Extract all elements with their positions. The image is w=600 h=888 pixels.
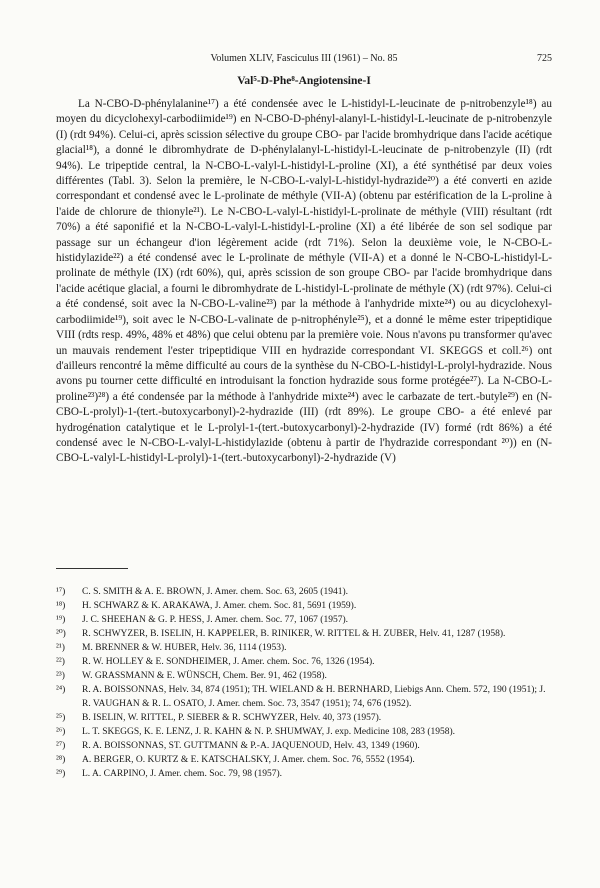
footnote-list xyxy=(56,585,552,781)
running-head: Volumen XLIV, Fasciculus III (1961) – No. 85 xyxy=(210,53,398,64)
footnote-number: ¹⁷) xyxy=(56,587,66,597)
footnote-number: ²⁶) xyxy=(56,727,66,737)
footnote-text: W. GRASSMANN & E. WÜNSCH, Chem. Ber. 91, 462 (1958). xyxy=(82,671,327,681)
footnote-number: ²⁹) xyxy=(56,769,66,779)
page-number: 725 xyxy=(537,53,552,64)
footnote-text: H. SCHWARZ & K. ARAKAWA, J. Amer. chem. Soc. 81, 5691 (1959). xyxy=(82,601,357,611)
body-paragraph: La N-CBO-D-phénylalanine¹⁷) a été condensée avec le L-histidyl-L-leucinate de p-nitrobenzyle¹⁸) au moyen du dicyclohexyl-carbodiimide¹⁹) en N-CBO-D-phényl-alanyl-L-histidyl-L-leucinate de p-nitrobenzyle (I) (rdt 94%). Celui-ci, après scission sélective du groupe CBO- par l'acide bromhydrique dans l'acide acétique glacial¹⁸), a donné le dibromhydrate de D-phénylalanyl-L-histidyl-L-leucinate de p-nitrobenzyle (II) (rdt 94%). Le tripeptide central, la N-CBO-L-valyl-L-histidyl-L-proline (XI), a été synthétisé par deux voies différentes (Tabl. 3). Selon la première, le N-CBO-L-valyl-L-histidyl-hydrazide²⁰) a été converti en azide correspondant et condensé avec le L-prolinate de méthyle (VII-A) (obtenu par estérification de la L-proline à l'aide de chlorure de thionyle²¹). Le N-CBO-L-valyl-L-histidyl-L-prolinate de méthyle (VIII) résultant (rdt 70%) a été saponifié et la N-CBO-L-valyl-L-histidyl-L-proline (XI) a été libérée de son sel sodique par passage sur un échangeur d'ion légèrement acide (rdt 71%). Selon la deuxième voie, le N-CBO-L-histidylazide²²) a été condensé avec le L-prolinate de méthyle (VII-A) et a donné le N-CBO-L-histidyl-L-prolinate de méthyle (IX) (rdt 60%), qui, après scission de son groupe CBO- par l'acide bromhydrique dans l'acide acétique glacial, a fourni le dibromhydrate de L-histidyl-L-prolinate de méthyle (X) (rdt 97%). Celui-ci a été condensé, soit avec la N-CBO-L-valine²³) par la méthode à l'anhydride mixte²⁴) ou au dicyclohexyl-carbodiimide¹⁹), soit avec le N-CBO-L-valinate de p-nitrophényle²⁵), et a donné le même ester tripeptidique VIII (rdts resp. 49%, 48% et 48%) que celui obtenu par la première voie. Nous n'avons pu transformer qu'avec un mauvais rendement l'ester tripeptidique VIII en hydrazide correspondant VI. SKEGGS et coll.²⁶) ont d'ailleurs rencontré la même difficulté au cours de la synthèse du N-CBO-L-histidyl-L-prolyl-hydrazide. Nous avons pu tourner cette difficulté en introduisant la fonction hydrazide sous forme protégée²⁷). La N-CBO-L-proline²³)²⁸) a été condensée par la méthode à l'anhydride mixte²⁴) avec le carbazate de tert.-butyle²⁹) en (N-CBO-L-prolyl)-1-(tert.-butoxycarbonyl)-2-hydrazide (III) (rdt 89%). Le groupe CBO- a été enlevé par hydrogénation catalytique et le L-prolyl-1-(tert.-butoxycarbonyl)-2-hydrazide (IV) formé (rdt 86%) a été condensé avec le N-CBO-L-valyl-L-histidylazide (obtenu à partir de l'hydrazide correspondant ²⁰)) en (N-CBO-L-valyl-L-histidyl-L-prolyl)-1-(tert.-butoxycarbonyl)-2-hydrazide (V) xyxy=(56,98,552,465)
footnote-text: J. C. SHEEHAN & G. P. HESS, J. Amer. chem. Soc. 77, 1067 (1957). xyxy=(82,615,349,625)
footnote-text: C. S. SMITH & A. E. BROWN, J. Amer. chem. Soc. 63, 2605 (1941). xyxy=(82,587,348,597)
footnote-number: ²²) xyxy=(56,657,65,667)
footnote-item xyxy=(56,613,552,627)
footnote-item xyxy=(56,627,552,641)
footnote-text: R. A. BOISSONNAS, ST. GUTTMANN & P.-A. JAQUENOUD, Helv. 43, 1349 (1960). xyxy=(82,741,420,751)
footnote-number: ¹⁸) xyxy=(56,601,66,611)
footnote-number: ²⁰) xyxy=(56,629,66,639)
footnote-item xyxy=(56,641,552,655)
footnote-text: A. BERGER, O. KURTZ & E. KATSCHALSKY, J. Amer. chem. Soc. 76, 5552 (1954). xyxy=(82,755,415,765)
footnote-item xyxy=(56,599,552,613)
footnote-item xyxy=(56,683,552,711)
footnote-rule xyxy=(56,568,128,569)
footnote-item xyxy=(56,739,552,753)
footnote-text: B. ISELIN, W. RITTEL, P. SIEBER & R. SCHWYZER, Helv. 40, 373 (1957). xyxy=(82,713,382,723)
section-title: Val⁵-D-Phe⁸-Angiotensine-I xyxy=(237,75,371,87)
footnote-number: ²⁴) xyxy=(56,685,66,695)
footnote-text: L. A. CARPINO, J. Amer. chem. Soc. 79, 98 (1957). xyxy=(82,769,283,779)
footnote-number: ²¹) xyxy=(56,643,65,653)
footnote-text: M. BRENNER & W. HUBER, Helv. 36, 1114 (1953). xyxy=(82,643,287,653)
page-header xyxy=(56,53,552,67)
footnote-item xyxy=(56,655,552,669)
footnote-item xyxy=(56,711,552,725)
footnote-text: R. A. BOISSONNAS, Helv. 34, 874 (1951); TH. WIELAND & H. BERNHARD, Liebigs Ann. Chem. 572, 190 (1951); J. R. VAUGHAN & R. L. OSATO, J. Amer. chem. Soc. 73, 3547 (1951); 74, 676 (1952). xyxy=(82,685,546,709)
footnote-number: ²⁸) xyxy=(56,755,66,765)
footnote-item xyxy=(56,725,552,739)
footnote-item xyxy=(56,753,552,767)
footnote-number: ²⁵) xyxy=(56,713,66,723)
footnote-item xyxy=(56,767,552,781)
footnote-number: ¹⁹) xyxy=(56,615,66,625)
footnote-item xyxy=(56,585,552,599)
footnote-number: ²⁷) xyxy=(56,741,66,751)
footnote-text: R. W. HOLLEY & E. SONDHEIMER, J. Amer. chem. Soc. 76, 1326 (1954). xyxy=(82,657,375,667)
footnote-text: R. SCHWYZER, B. ISELIN, H. KAPPELER, B. RINIKER, W. RITTEL & H. ZUBER, Helv. 41, 1287 (1958). xyxy=(82,629,506,639)
footnote-item xyxy=(56,669,552,683)
footnote-text: L. T. SKEGGS, K. E. LENZ, J. R. KAHN & N. P. SHUMWAY, J. exp. Medicine 108, 283 (1958). xyxy=(82,727,456,737)
footnote-number: ²³) xyxy=(56,671,65,681)
